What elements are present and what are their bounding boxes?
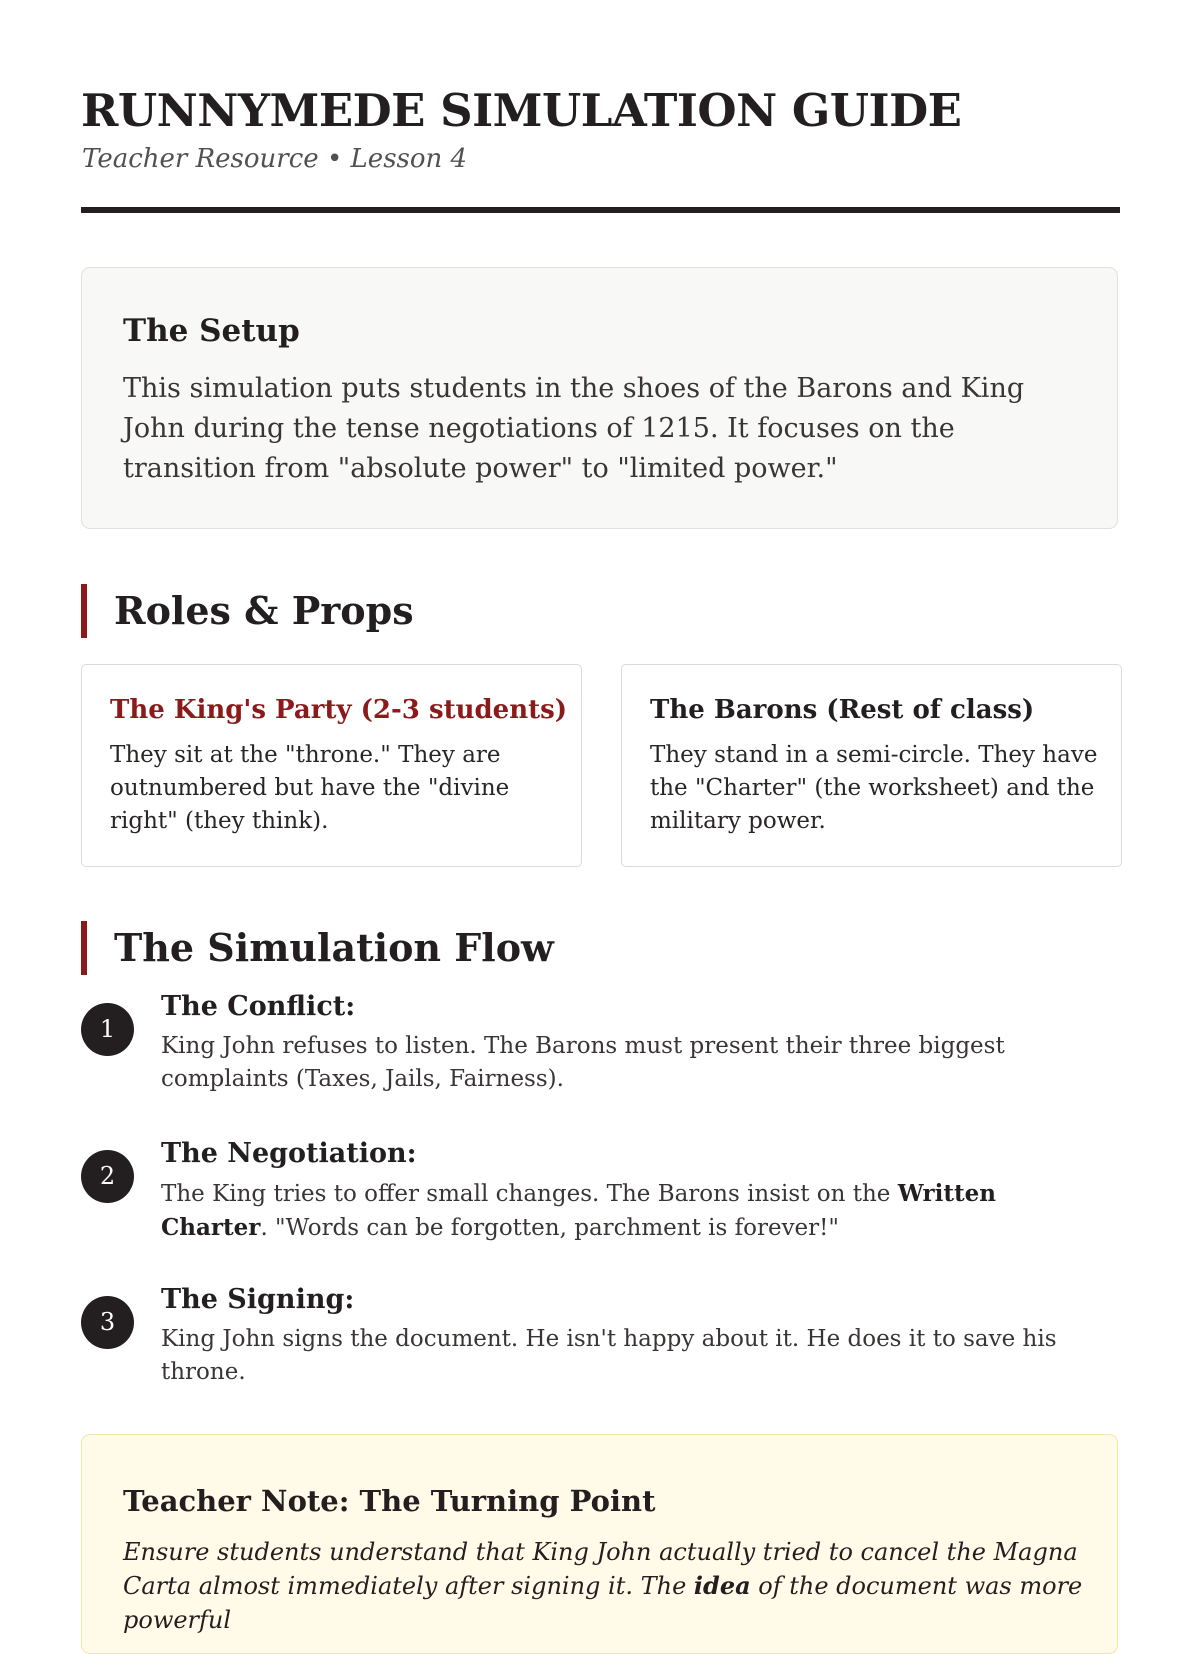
setup-heading: The Setup	[123, 313, 300, 349]
flow-heading-text: The Simulation Flow	[114, 925, 554, 970]
note-body-text: of the document was more powerful	[123, 1572, 1083, 1634]
teacher-note-body	[123, 1535, 1103, 1637]
roles-heading-text: Roles & Props	[114, 588, 414, 633]
teacher-note-heading: Teacher Note: The Turning Point	[123, 1484, 656, 1518]
step-body-text: The King tries to offer small changes. The Barons insist on the	[161, 1181, 898, 1207]
step-body	[161, 1177, 1101, 1245]
title-divider	[81, 207, 1120, 213]
role-card-king	[81, 664, 582, 867]
step-title: The Negotiation:	[161, 1138, 417, 1169]
role-title-king: The King's Party (2-3 students)	[110, 695, 568, 725]
step-body-text: . "Words can be forgotten, parchment is forever!"	[260, 1215, 839, 1241]
step-number-badge: 1	[81, 1003, 134, 1056]
role-body-king: They sit at the "throne." They are outnumbered but have the "divine right" (they think).	[110, 742, 510, 834]
role-card-barons	[621, 664, 1122, 867]
page-title: RUNNYMEDE SIMULATION GUIDE	[81, 84, 962, 137]
step-body: King John signs the document. He isn't happy about it. He does it to save his throne.	[161, 1326, 1057, 1385]
page-subtitle: Teacher Resource • Lesson 4	[82, 144, 468, 174]
flow-section-heading	[81, 921, 554, 975]
setup-body: This simulation puts students in the shoes of the Barons and King John during the tense negotiations of 1215. It focuses on the transition from "absolute power" to "limited power."	[123, 373, 1025, 484]
role-body-barons: They stand in a semi-circle. They have the "Charter" (the worksheet) and the military power.	[650, 742, 1098, 834]
step-number-badge: 2	[81, 1150, 134, 1203]
step-body: King John refuses to listen. The Barons must present their three biggest complaints (Taxes, Jails, Fairness).	[161, 1033, 1005, 1092]
step-body-emphasis: Written Charter	[161, 1180, 996, 1241]
step-number-badge: 3	[81, 1296, 134, 1349]
note-body-text: Ensure students understand that King John actually tried to cancel the Magna Carta almost immediately after signing it. The	[123, 1538, 1078, 1600]
step-title: The Signing:	[161, 1284, 355, 1315]
roles-section-heading	[81, 584, 414, 638]
step-title: The Conflict:	[161, 991, 356, 1022]
role-title-barons: The Barons (Rest of class)	[650, 695, 1035, 725]
note-body-emphasis: idea	[693, 1571, 751, 1600]
